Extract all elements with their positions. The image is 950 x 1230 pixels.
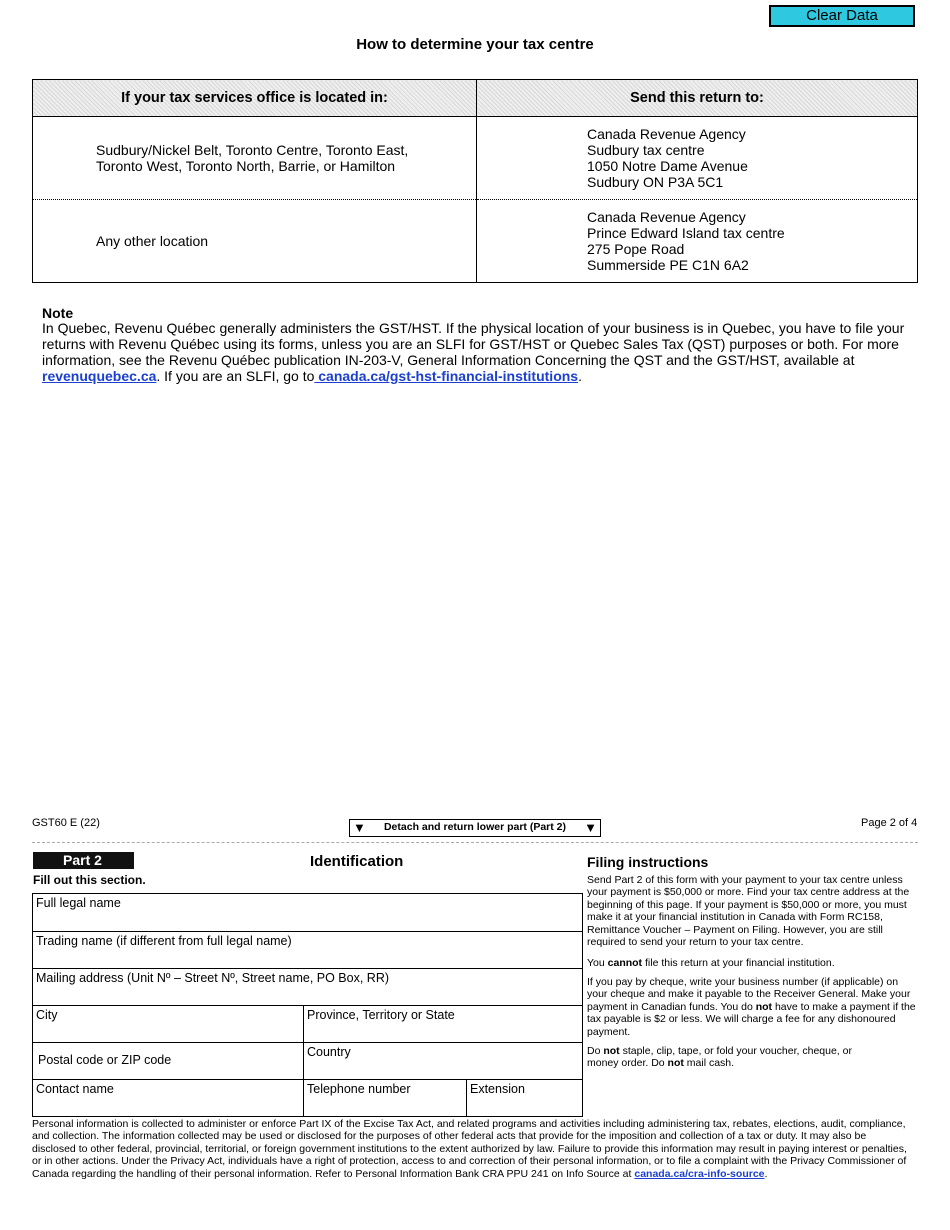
down-arrow-icon: ▼: [353, 820, 366, 835]
field-label: Contact name: [36, 1082, 114, 1096]
page-number: Page 2 of 4: [861, 817, 918, 829]
telephone-field: [303, 1079, 467, 1117]
field-label: Mailing address (Unit Nº – Street Nº, Street name, PO Box, RR): [36, 971, 390, 985]
field-label: Telephone number: [307, 1082, 411, 1096]
mailing-address-field: [32, 968, 583, 1006]
city-input[interactable]: [36, 1026, 300, 1040]
table-header-location: If your tax services office is located in:: [33, 80, 477, 117]
gst-hst-financial-institutions-link[interactable]: canada.ca/gst-hst-financial-institutions: [314, 368, 579, 384]
field-label: Full legal name: [36, 896, 121, 910]
city-field: [32, 1005, 304, 1043]
detach-banner: [349, 819, 601, 837]
table-header-send-to: Send this return to:: [477, 80, 918, 117]
extension-field: [466, 1079, 583, 1117]
full-legal-name-field: [32, 893, 583, 932]
filing-paragraph: You cannot file this return at your financial institution.: [587, 957, 835, 969]
page-title: How to determine your tax centre: [356, 36, 594, 53]
filing-paragraph: Send Part 2 of this form with your payment to your tax centre unless your payment is $50,000 or more. Find your tax centre address at the beginning of this page. If your payment is $50,000 or more, you must make it at your financial institution in Canada with Form RC158, Remittance Voucher – Payment on Filing. However, you are still required to send your return to your tax centre.: [587, 874, 910, 949]
filing-paragraph: Do not staple, clip, tape, or fold your voucher, cheque, or money order. Do not mail cash.: [587, 1045, 852, 1070]
contact-name-field: [32, 1079, 304, 1117]
country-field: [303, 1042, 583, 1080]
field-label: City: [36, 1008, 58, 1022]
telephone-input[interactable]: [307, 1100, 463, 1114]
trading-name-input[interactable]: [36, 952, 579, 966]
tax-centre-table: [32, 79, 918, 283]
postal-code-input[interactable]: [36, 1063, 300, 1077]
clear-data-button[interactable]: Clear Data: [769, 5, 915, 27]
trading-name-field: [32, 931, 583, 969]
identification-title: Identification: [310, 853, 404, 870]
note-text: In Quebec, Revenu Québec generally administers the GST/HST. If the physical location of your business is in Quebec, you have to file your returns with Revenu Québec using its forms, unless you are an SLFI for GST/HST or Quebec Sales Tax (QST) purposes or both. For more information, see the Revenu Québec publication IN-203-V, General Information Concerning the QST and the GST/HST, available at revenuquebec.ca. If you are an SLFI, go to canada.ca/gst-hst-financial-institutions.: [42, 320, 905, 384]
field-label: Postal code or ZIP code: [38, 1053, 172, 1067]
filing-instructions-title: Filing instructions: [587, 854, 709, 870]
full-legal-name-input[interactable]: [36, 915, 579, 929]
address-cell: Canada Revenue Agency Prince Edward Island tax centre 275 Pope Road Summerside PE C1N 6A2: [477, 200, 918, 283]
province-field: [303, 1005, 583, 1043]
down-arrow-icon: ▼: [584, 820, 597, 835]
field-label: Province, Territory or State: [307, 1008, 455, 1022]
extension-input[interactable]: [470, 1100, 579, 1114]
revenuquebec-link[interactable]: revenuquebec.ca: [42, 368, 157, 384]
location-cell: Sudbury/Nickel Belt, Toronto Centre, Toronto East, Toronto West, Toronto North, Barrie, or Hamilton: [33, 117, 477, 200]
privacy-statement: Personal information is collected to administer or enforce Part IX of the Excise Tax Act, and related programs and activities including administering tax, rebates, elections, audit, compliance, and collection. The information collected may be used or disclosed for the purposes of other federal acts that provide for the imposition and collection of a tax or duty. It may also be disclosed to other federal, provincial, territorial, or foreign government institutions to the extent authorized by law. Failure to provide this information may result in paying interest or penalties, or in other actions. Under the Privacy Act, individuals have a right of protection, access to and correction of their personal information, or to file a complaint with the Privacy Commissioner of Canada regarding the handling of their personal information. Refer to Personal Information Bank CRA PPU 241 on Info Source at canada.ca/cra-info-source.: [32, 1118, 907, 1180]
contact-name-input[interactable]: [36, 1100, 300, 1114]
table-row: [33, 117, 918, 200]
country-input[interactable]: [307, 1063, 579, 1077]
filing-paragraph: If you pay by cheque, write your business number (if applicable) on your cheque and make it payable to the Receiver General. Make your payment in Canadian funds. You do not have to make a payment if the tax payable is $2 or less. We will charge a fee for any dishonoured payment.: [587, 976, 916, 1038]
postal-code-field: [32, 1042, 304, 1080]
form-code: GST60 E (22): [32, 817, 100, 829]
mailing-address-input[interactable]: [36, 989, 579, 1003]
fill-out-instruction: Fill out this section.: [33, 873, 146, 887]
field-label: Country: [307, 1045, 351, 1059]
table-row: [33, 200, 918, 283]
part-2-badge: Part 2: [33, 852, 134, 869]
field-label: Trading name (if different from full legal name): [36, 934, 292, 948]
province-input[interactable]: [307, 1026, 579, 1040]
cra-info-source-link[interactable]: canada.ca/cra-info-source: [634, 1167, 765, 1180]
cut-line: [32, 842, 918, 843]
field-label: Extension: [470, 1082, 525, 1096]
note-title: Note: [42, 305, 74, 321]
address-cell: Canada Revenue Agency Sudbury tax centre 1050 Notre Dame Avenue Sudbury ON P3A 5C1: [477, 117, 918, 200]
location-cell: Any other location: [33, 200, 477, 283]
detach-label: Detach and return lower part (Part 2): [383, 821, 567, 833]
